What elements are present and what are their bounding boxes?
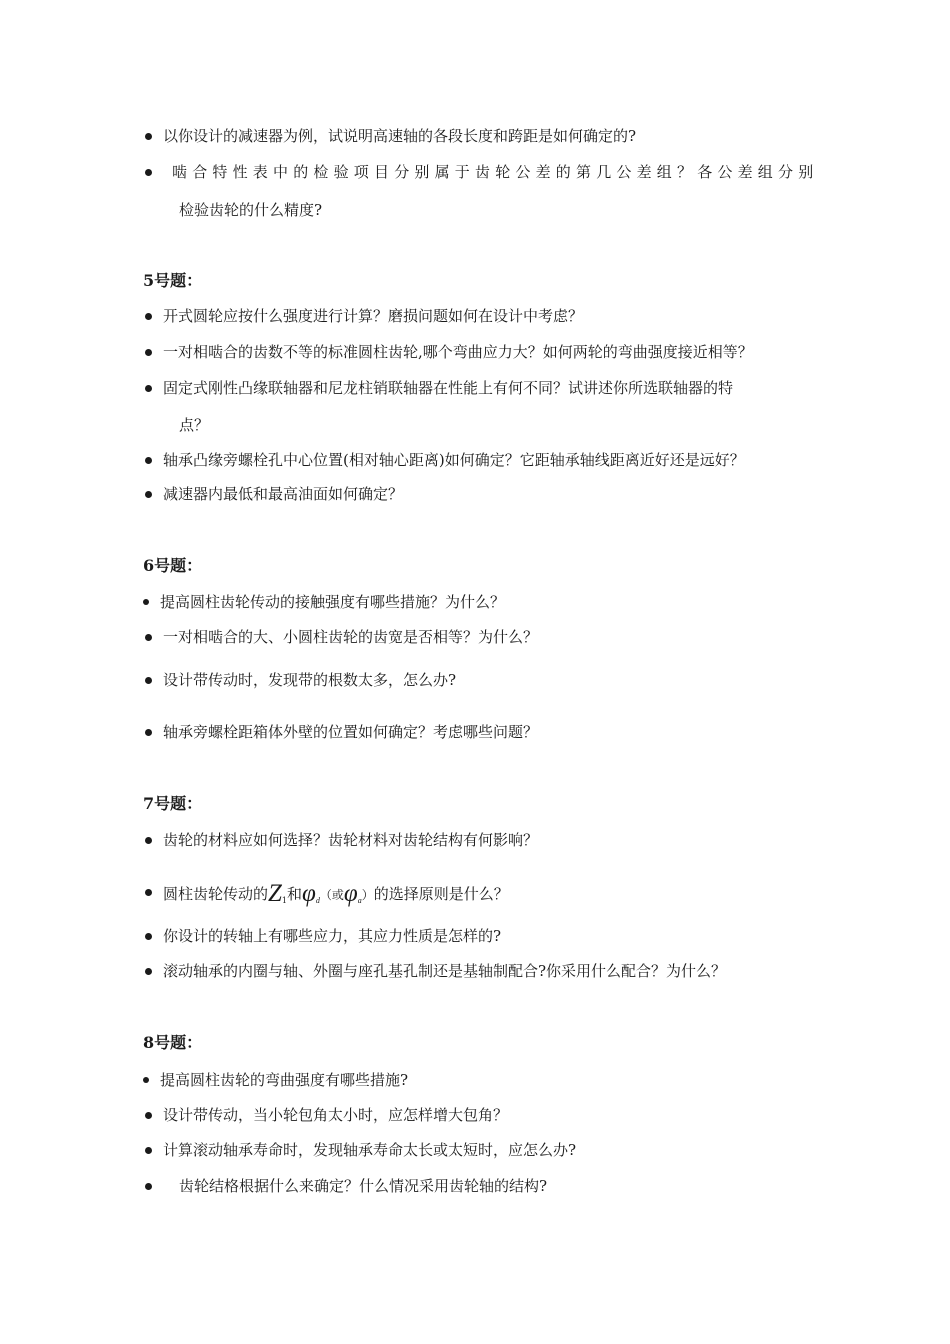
formula-line bbox=[163, 882, 509, 907]
bullet-icon bbox=[145, 133, 152, 140]
bullet-icon bbox=[145, 634, 152, 641]
list-item-text: 轴承凸缘旁螺栓孔中心位置(相对轴心距离)如何确定？它距轴承轴线距离近好还是远好？ bbox=[163, 451, 745, 469]
section-heading-8: 8号题： bbox=[143, 1033, 203, 1052]
formula-prefix: 圆柱齿轮传动的 bbox=[163, 885, 269, 903]
list-item-text: 齿轮结格根据什么来确定？什么情况采用齿轮轴的结构? bbox=[179, 1177, 548, 1195]
list-item-text: 以你设计的减速器为例，试说明高速轴的各段长度和跨距是如何确定的? bbox=[163, 127, 637, 145]
bullet-icon bbox=[145, 933, 152, 940]
bullet-icon bbox=[145, 837, 152, 844]
list-item-text: 减速器内最低和最高油面如何确定？ bbox=[163, 485, 404, 503]
list-item-text: 齿轮的材料应如何选择？齿轮材料对齿轮结构有何影响？ bbox=[163, 831, 539, 849]
bullet-icon bbox=[145, 491, 152, 498]
bullet-icon bbox=[145, 1147, 152, 1154]
section-heading-6: 6号题： bbox=[143, 556, 203, 575]
list-item-text: 啮合特性表中的检验项目分别属于齿轮公差的第几公差组？各公差组分别 bbox=[172, 163, 819, 181]
bullet-icon bbox=[143, 599, 149, 605]
bullet-icon bbox=[145, 889, 152, 896]
list-item-continuation: 点？ bbox=[179, 416, 210, 434]
symbol-z-subscript: 1 bbox=[281, 896, 288, 905]
symbol-phi-subscript-d: d bbox=[315, 896, 320, 905]
list-item-text: 设计带传动，当小轮包角太小时，应怎样增大包角？ bbox=[163, 1106, 509, 1124]
list-item-text: 提高圆柱齿轮的弯曲强度有哪些措施? bbox=[160, 1071, 409, 1089]
bullet-icon bbox=[145, 677, 152, 684]
bullet-icon bbox=[145, 457, 152, 464]
formula-open-paren: （或 bbox=[319, 888, 344, 902]
section-heading-7: 7号题： bbox=[143, 794, 203, 813]
list-item-text: 开式圆轮应按什么强度进行计算？磨损问题如何在设计中考虑？ bbox=[163, 307, 584, 325]
symbol-z: Z bbox=[268, 880, 282, 907]
bullet-icon bbox=[145, 313, 152, 320]
list-item-text: 一对相啮合的齿数不等的标准圆柱齿轮,哪个弯曲应力大？如何两轮的弯曲强度接近相等？ bbox=[163, 343, 753, 361]
section-heading-5: 5号题： bbox=[143, 271, 203, 290]
bullet-icon bbox=[145, 1183, 152, 1190]
bullet-icon bbox=[145, 169, 152, 176]
bullet-icon bbox=[145, 968, 152, 975]
formula-suffix: 的选择原则是什么？ bbox=[373, 885, 509, 903]
list-item-text: 轴承旁螺栓距箱体外壁的位置如何确定？考虑哪些问题？ bbox=[163, 723, 539, 741]
list-item-text: 滚动轴承的内圈与轴、外圈与座孔基孔制还是基轴制配合?你采用什么配合？为什么？ bbox=[163, 962, 727, 980]
symbol-phi: φ bbox=[302, 880, 316, 907]
formula-close-paren: ） bbox=[361, 888, 374, 902]
bullet-icon bbox=[145, 729, 152, 736]
bullet-icon bbox=[145, 1112, 152, 1119]
symbol-phi-subscript-a: a bbox=[357, 896, 362, 905]
list-item-continuation: 检验齿轮的什么精度? bbox=[179, 201, 323, 219]
list-item-text: 提高圆柱齿轮传动的接触强度有哪些措施？为什么？ bbox=[160, 593, 506, 611]
list-item-text: 一对相啮合的大、小圆柱齿轮的齿宽是否相等？为什么？ bbox=[163, 628, 539, 646]
symbol-phi-alt: φ bbox=[343, 880, 358, 907]
list-item-text: 你设计的转轴上有哪些应力，其应力性质是怎样的? bbox=[163, 927, 502, 945]
list-item-text: 计算滚动轴承寿命时，发现轴承寿命太长或太短时，应怎么办? bbox=[163, 1141, 577, 1159]
bullet-icon bbox=[145, 349, 152, 356]
bullet-icon bbox=[145, 385, 152, 392]
list-item-text: 设计带传动时，发现带的根数太多，怎么办? bbox=[163, 671, 457, 689]
bullet-icon bbox=[143, 1077, 149, 1083]
list-item-text: 固定式刚性凸缘联轴器和尼龙柱销联轴器在性能上有何不同？试讲述你所选联轴器的特 bbox=[163, 379, 734, 397]
formula-and: 和 bbox=[287, 885, 303, 903]
